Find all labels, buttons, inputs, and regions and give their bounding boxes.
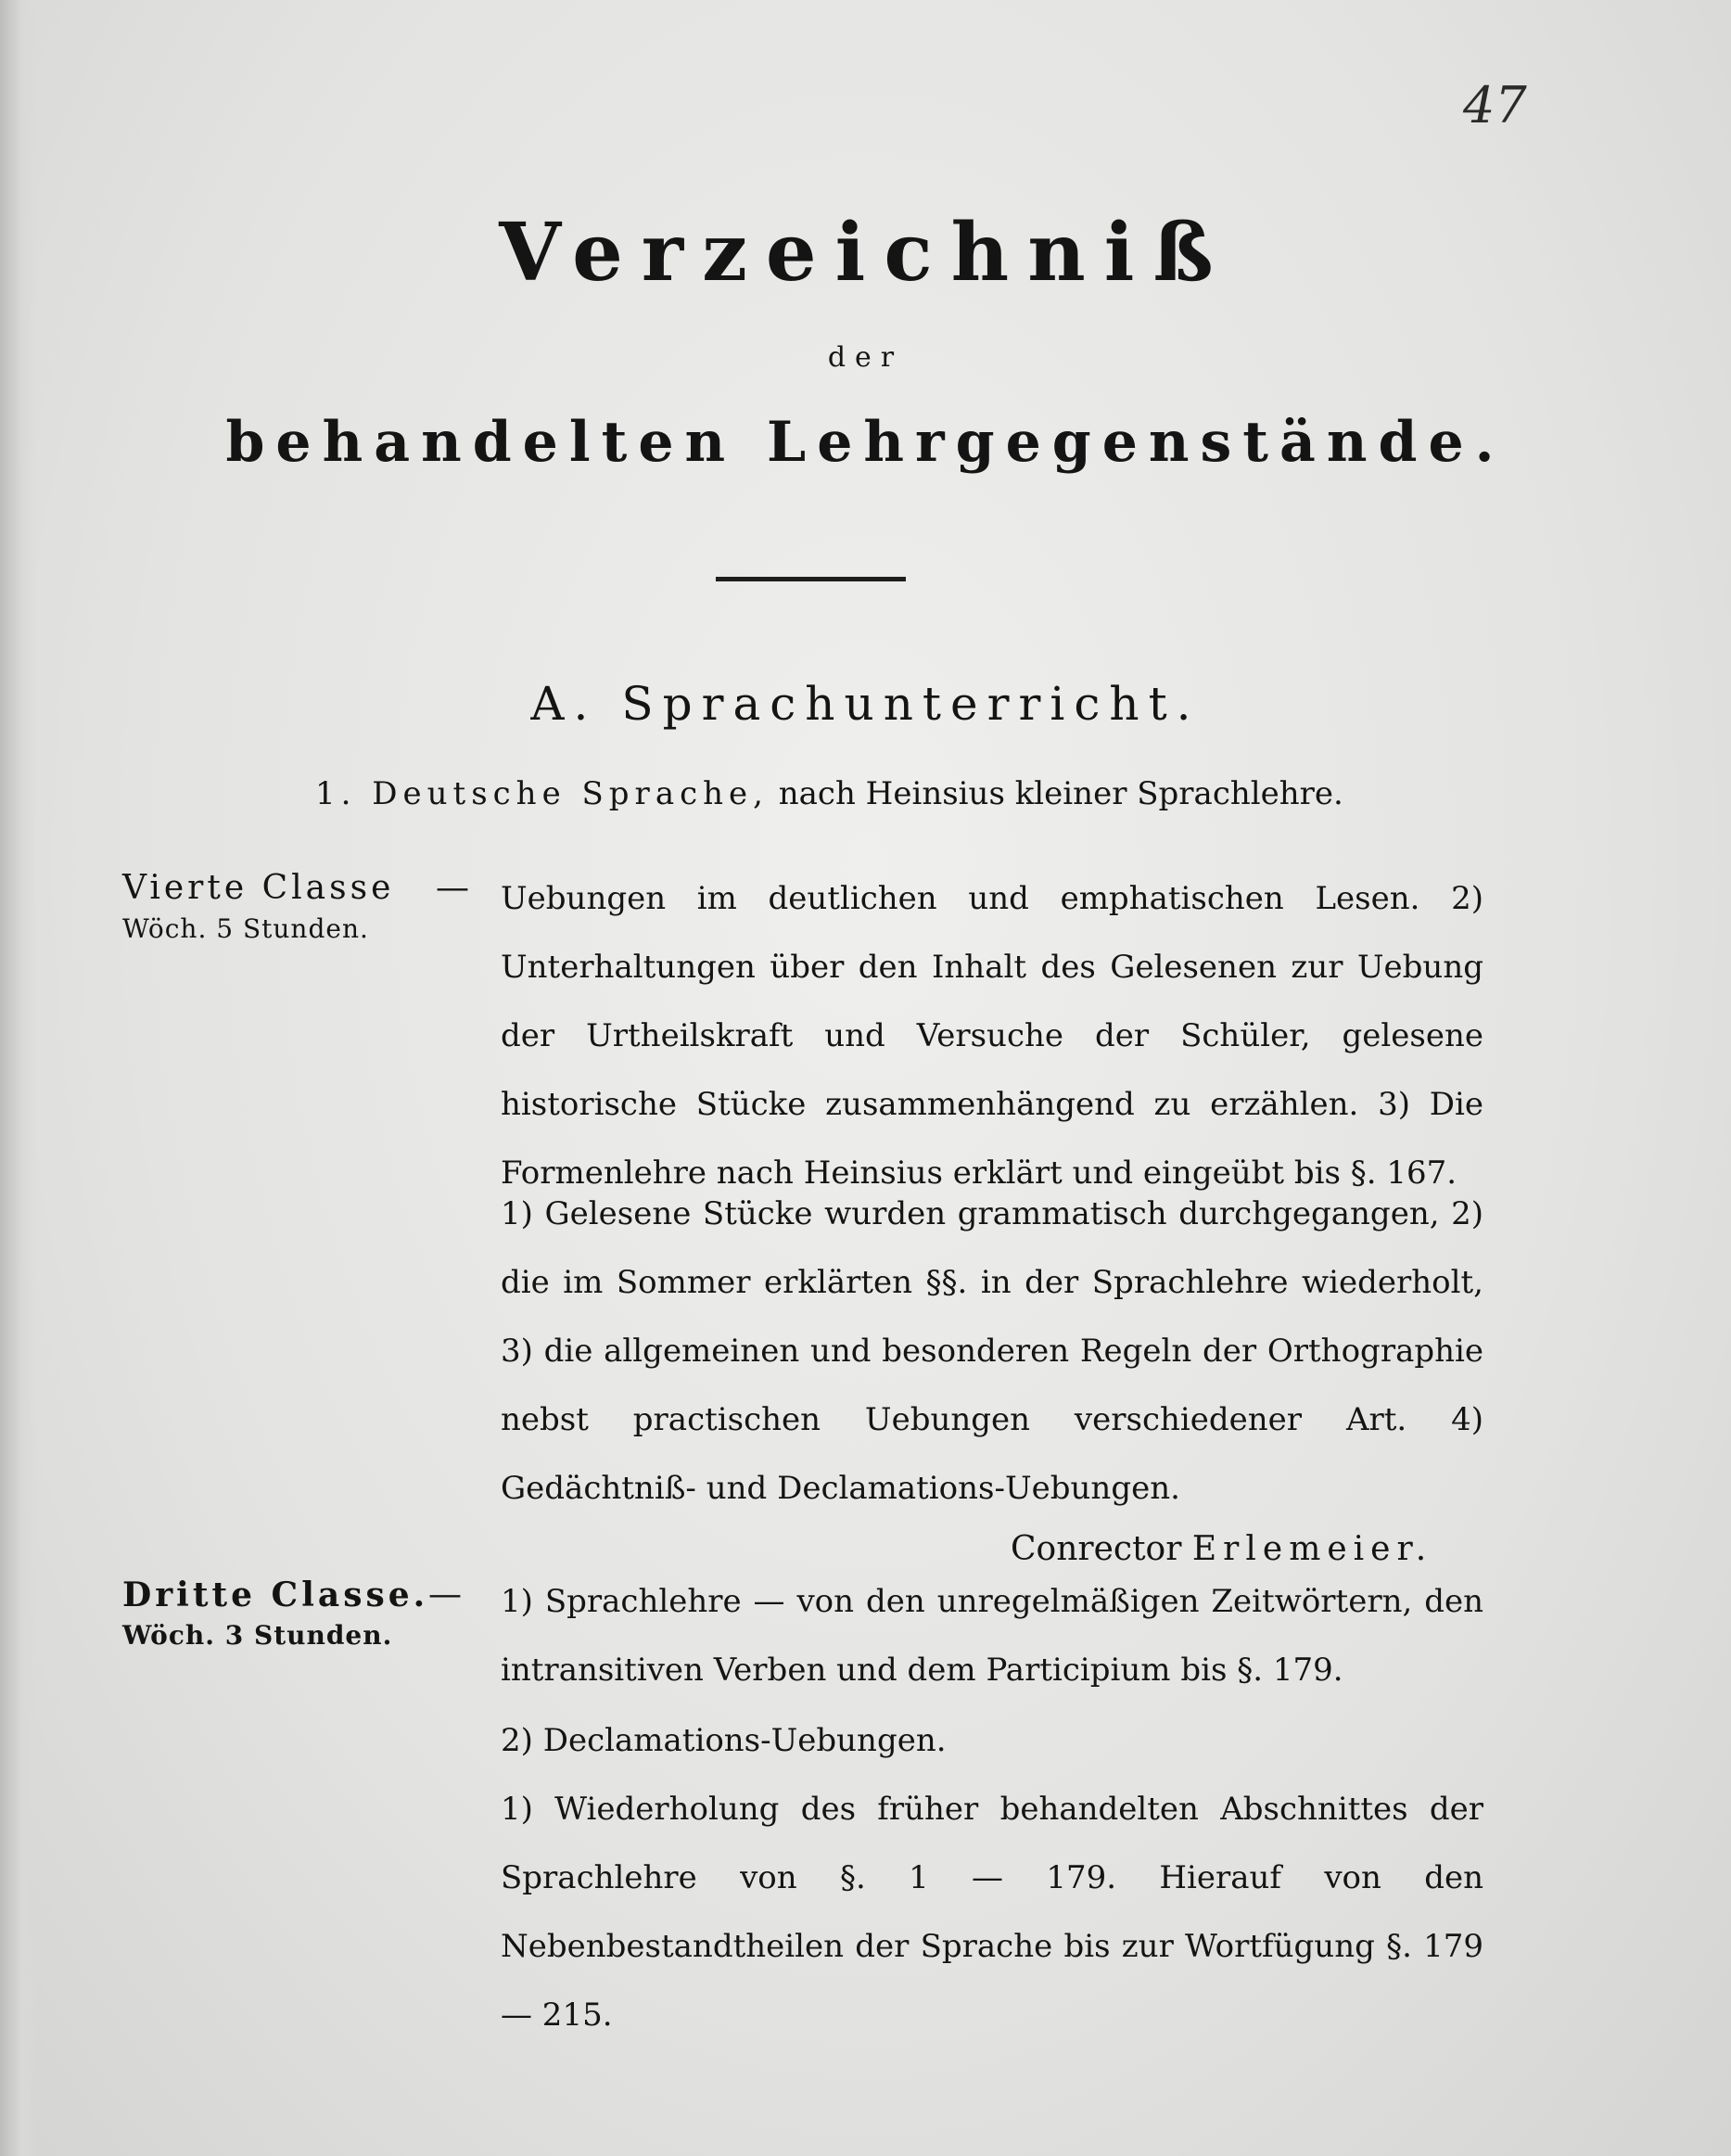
class-hours: Wöch. 3 Stunden. (122, 1620, 393, 1651)
signature-name: Erlemeier. (1191, 1530, 1433, 1568)
class-paragraph: 1) Wiederholung des früher behandelten Abschnittes der Sprachlehre von §. 1 — 179. Hierauf von den Nebenbestandtheilen der Sprache bis zur Wortfügung §. 179 — 215. (501, 1791, 1483, 2034)
signature-title: Conrector (1011, 1530, 1182, 1568)
subsection-heading (315, 775, 1343, 812)
class-hours: Wöch. 5 Stunden. (122, 913, 369, 944)
page-number: 47 (1463, 76, 1527, 134)
subsection-lead: 1. Deutsche Sprache, (315, 775, 769, 812)
class-name: Vierte Classe (122, 869, 395, 907)
document-title: Verzeichniß (499, 206, 1232, 300)
class-paragraph: 1) Gelesene Stücke wurden grammatisch durchgegangen, 2) die im Sommer erklärten §§. in der Sprachlehre wiederholt, 3) die allgemeinen und besonderen Regeln der Orthographie nebst practischen Uebungen verschiedener Art. 4) Gedächtniß- und Declamations-Uebungen. (501, 1195, 1483, 1507)
class-paragraph: Uebungen im deutlichen und emphatischen Lesen. 2) Unterhaltungen über den Inhalt des Gelesenen zur Uebung der Urtheilskraft und Versuche der Schüler, gelesene historische Stücke zusammenhängend zu erzählen. 3) Die Formenlehre nach Heinsius erklärt und eingeübt bis §. 167. (501, 880, 1483, 1192)
signature (1011, 1530, 1432, 1568)
binding-edge (0, 0, 37, 2156)
section-heading: A. Sprachunterricht. (530, 677, 1201, 731)
class-label-vierte (122, 866, 394, 948)
class-name: Dritte Classe. (122, 1576, 429, 1614)
class-paragraph: 2) Declamations-Uebungen. (501, 1722, 947, 1759)
document-subtitle-main: behandelten Lehrgegenstände. (225, 410, 1506, 475)
subsection-rest: nach Heinsius kleiner Sprachlehre. (778, 775, 1343, 812)
document-subtitle: der (827, 341, 904, 374)
class-dash: — (436, 869, 469, 907)
divider-rule (716, 577, 906, 581)
class-label-dritte (122, 1573, 428, 1654)
class-dash: — (428, 1576, 462, 1614)
class-paragraph: 1) Sprachlehre — von den unregelmäßigen Zeitwörtern, den intransitiven Verben und dem Participium bis §. 179. (501, 1583, 1483, 1689)
